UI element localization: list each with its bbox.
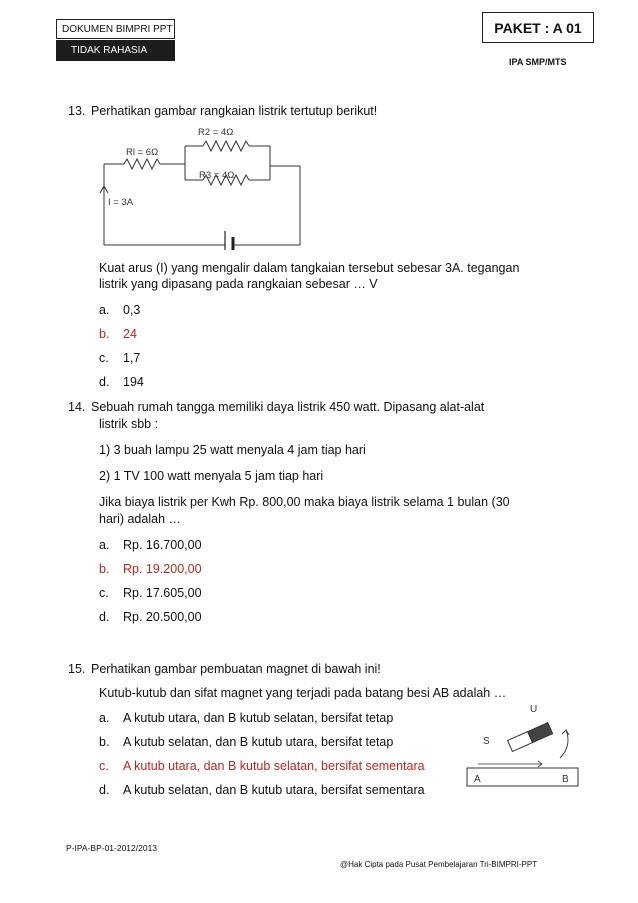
- magnet-label-u: U: [530, 704, 538, 715]
- magnet-label-s: S: [483, 736, 490, 747]
- resistor-r1: [124, 159, 160, 169]
- q15-prompt: Perhatikan gambar pembuatan magnet di bawah ini!: [91, 662, 381, 676]
- q13-option-d-letter: d.: [99, 375, 110, 389]
- r3-label: R3 = 4Ω: [199, 170, 235, 181]
- classification-label: TIDAK RAHASIA: [56, 40, 175, 61]
- resistor-r2: [203, 141, 249, 151]
- q14-body-line2: hari) adalah …: [99, 512, 181, 526]
- current-label: I = 3A: [108, 197, 134, 208]
- q14-option-a-text: Rp. 16.700,00: [123, 538, 202, 552]
- q15-number: 15.: [68, 662, 86, 676]
- q14-option-b-text: Rp. 19.200,00: [123, 562, 202, 576]
- footer-code: P-IPA-BP-01-2012/2013: [66, 843, 158, 853]
- q15-option-b-text: A kutub selatan, dan B kutub utara, bersifat tetap: [123, 735, 394, 749]
- magnet-figure: [462, 700, 584, 792]
- footer-copyright: @Hak Cipta pada Pusat Pembelajaran Tri-BIMPRI-PPT: [340, 860, 538, 869]
- q13-prompt: Perhatikan gambar rangkaian listrik tertutup berikut!: [91, 104, 378, 118]
- q14-number: 14.: [68, 400, 86, 414]
- q13-option-c-letter: c.: [99, 351, 109, 365]
- paket-badge: PAKET : A 01: [482, 12, 594, 43]
- q15-option-b-letter: b.: [99, 735, 110, 749]
- q14-item-1: 1) 3 buah lampu 25 watt menyala 4 jam tiap hari: [99, 443, 366, 457]
- q15-body: Kutub-kutub dan sifat magnet yang terjadi pada batang besi AB adalah …: [99, 686, 507, 700]
- q14-option-c-letter: c.: [99, 586, 109, 600]
- q13-option-d-text: 194: [123, 375, 144, 389]
- q13-option-c-text: 1,7: [123, 351, 141, 365]
- q14-prompt-line1: Sebuah rumah tangga memiliki daya listrik 450 watt. Dipasang alat-alat: [91, 400, 485, 414]
- q14-item-2: 2) 1 TV 100 watt menyala 5 jam tiap hari: [99, 469, 324, 483]
- bar-label-b: B: [562, 774, 569, 785]
- q13-body-line2: listrik yang dipasang pada rangkaian sebesar … V: [99, 277, 378, 291]
- q15-option-a-letter: a.: [99, 711, 110, 725]
- q15-option-c-letter: c.: [99, 759, 109, 773]
- q13-number: 13.: [68, 104, 86, 118]
- q14-option-d-letter: d.: [99, 610, 110, 624]
- q13-option-a-text: 0,3: [123, 303, 141, 317]
- motion-arrow-icon: [560, 730, 568, 758]
- q14-option-c-text: Rp. 17.605,00: [123, 586, 202, 600]
- q14-option-a-letter: a.: [99, 538, 110, 552]
- q13-option-a-letter: a.: [99, 303, 110, 317]
- q14-option-b-letter: b.: [99, 562, 110, 576]
- subject-label: IPA SMP/MTS: [509, 57, 567, 67]
- bar-magnet: [508, 723, 553, 752]
- q13-option-b-text: 24: [123, 327, 137, 341]
- document-label: DOKUMEN BIMPRI PPT: [56, 19, 175, 39]
- q15-option-d-letter: d.: [99, 783, 110, 797]
- q13-option-b-letter: b.: [99, 327, 110, 341]
- circuit-diagram: [90, 120, 310, 250]
- q15-option-c-text: A kutub utara, dan B kutub selatan, bersifat sementara: [123, 759, 425, 773]
- q15-option-d-text: A kutub selatan, dan B kutub utara, bersifat sementara: [123, 783, 425, 797]
- q14-prompt-line2: listrik sbb :: [99, 417, 159, 431]
- q14-body-line1: Jika biaya listrik per Kwh Rp. 800,00 maka biaya listrik selama 1 bulan (30: [99, 495, 510, 509]
- q13-body-line1: Kuat arus (I) yang mengalir dalam tangkaian tersebut sebesar 3A. tegangan: [99, 261, 520, 275]
- q14-option-d-text: Rp. 20.500,00: [123, 610, 202, 624]
- r2-label: R2 = 4Ω: [198, 127, 234, 138]
- bar-label-a: A: [474, 774, 481, 785]
- q15-option-a-text: A kutub utara, dan B kutub selatan, bersifat tetap: [123, 711, 394, 725]
- r1-label: Rl = 6Ω: [126, 147, 159, 158]
